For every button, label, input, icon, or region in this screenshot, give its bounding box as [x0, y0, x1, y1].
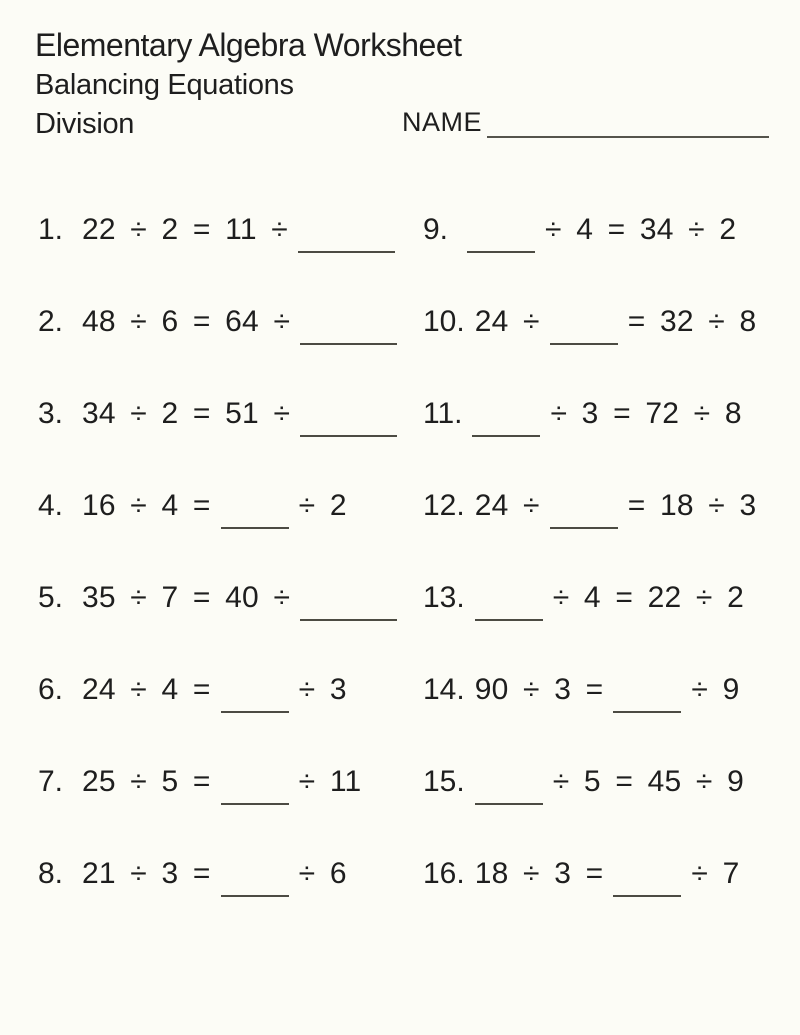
equation-post: = 32 ÷ 8 [627, 305, 757, 338]
problem-number: 9. [423, 213, 449, 246]
problem-2 [38, 305, 397, 397]
equation-post: ÷ 3 [298, 673, 347, 706]
answer-blank[interactable] [300, 397, 397, 437]
equation-post: ÷ 4 = 34 ÷ 2 [545, 213, 737, 246]
problem-number: 11. [423, 397, 463, 430]
problem-7 [38, 765, 397, 857]
equation-pre: 34 ÷ 2 = 51 ÷ [82, 397, 291, 430]
problem-number: 12. [423, 489, 465, 522]
problem-number: 10. [423, 305, 465, 338]
problem-number: 14. [423, 673, 465, 706]
equation-post: = 18 ÷ 3 [627, 489, 757, 522]
name-input-line[interactable] [487, 106, 769, 138]
equation-post: ÷ 9 [691, 673, 740, 706]
worksheet-header [35, 24, 462, 144]
problems-column-left [38, 213, 397, 949]
equation-post: ÷ 7 [691, 857, 740, 890]
answer-blank[interactable] [550, 489, 618, 529]
problem-number: 7. [38, 765, 64, 798]
problem-number: 3. [38, 397, 64, 430]
equation-pre: 22 ÷ 2 = 11 ÷ [82, 213, 288, 246]
equation-post: ÷ 11 [298, 765, 362, 798]
equation-pre: 24 ÷ [474, 305, 540, 338]
answer-blank[interactable] [300, 305, 397, 345]
problem-number: 8. [38, 857, 64, 890]
equation-pre: 24 ÷ [474, 489, 540, 522]
equation-post: ÷ 5 = 45 ÷ 9 [552, 765, 744, 798]
problem-number: 15. [423, 765, 465, 798]
equation-pre: 18 ÷ 3 = [474, 857, 604, 890]
problem-number: 2. [38, 305, 64, 338]
answer-blank[interactable] [550, 305, 618, 345]
equation-pre: 48 ÷ 6 = 64 ÷ [82, 305, 291, 338]
equation-pre: 21 ÷ 3 = [82, 857, 211, 890]
name-field [402, 106, 769, 138]
equation-pre: 25 ÷ 5 = [82, 765, 211, 798]
answer-blank[interactable] [475, 765, 543, 805]
problem-4 [38, 489, 397, 581]
page-subtitle: Balancing Equations [35, 69, 294, 101]
answer-blank[interactable] [472, 397, 540, 437]
problems-column-right [423, 213, 756, 949]
problem-number: 5. [38, 581, 64, 614]
problem-16 [423, 857, 756, 949]
equation-post: ÷ 4 = 22 ÷ 2 [552, 581, 744, 614]
equation-pre: 24 ÷ 4 = [82, 673, 211, 706]
name-label: NAME [402, 107, 483, 137]
problem-5 [38, 581, 397, 673]
equation-pre: 35 ÷ 7 = 40 ÷ [82, 581, 291, 614]
answer-blank[interactable] [300, 581, 397, 621]
problem-number: 1. [38, 213, 64, 246]
equation-post: ÷ 2 [298, 489, 347, 522]
equation-post: ÷ 6 [298, 857, 347, 890]
problem-number: 6. [38, 673, 64, 706]
answer-blank[interactable] [475, 581, 543, 621]
answer-blank[interactable] [467, 213, 535, 253]
answer-blank[interactable] [221, 857, 289, 897]
answer-blank[interactable] [613, 673, 681, 713]
problem-number: 13. [423, 581, 465, 614]
answer-blank[interactable] [221, 765, 289, 805]
problem-13 [423, 581, 756, 673]
worksheet-topic: Division [35, 108, 135, 140]
page-title: Elementary Algebra Worksheet [35, 27, 462, 63]
problem-number: 4. [38, 489, 64, 522]
problem-6 [38, 673, 397, 765]
answer-blank[interactable] [221, 489, 289, 529]
problem-10 [423, 305, 756, 397]
problem-12 [423, 489, 756, 581]
problem-number: 16. [423, 857, 465, 890]
problem-14 [423, 673, 756, 765]
answer-blank[interactable] [221, 673, 289, 713]
problem-15 [423, 765, 756, 857]
answer-blank[interactable] [298, 213, 395, 253]
problem-3 [38, 397, 397, 489]
answer-blank[interactable] [613, 857, 681, 897]
equation-pre: 16 ÷ 4 = [82, 489, 211, 522]
problem-8 [38, 857, 397, 949]
problem-9 [423, 213, 756, 305]
problem-1 [38, 213, 397, 305]
equation-post: ÷ 3 = 72 ÷ 8 [550, 397, 742, 430]
equation-pre: 90 ÷ 3 = [474, 673, 604, 706]
problem-11 [423, 397, 756, 489]
